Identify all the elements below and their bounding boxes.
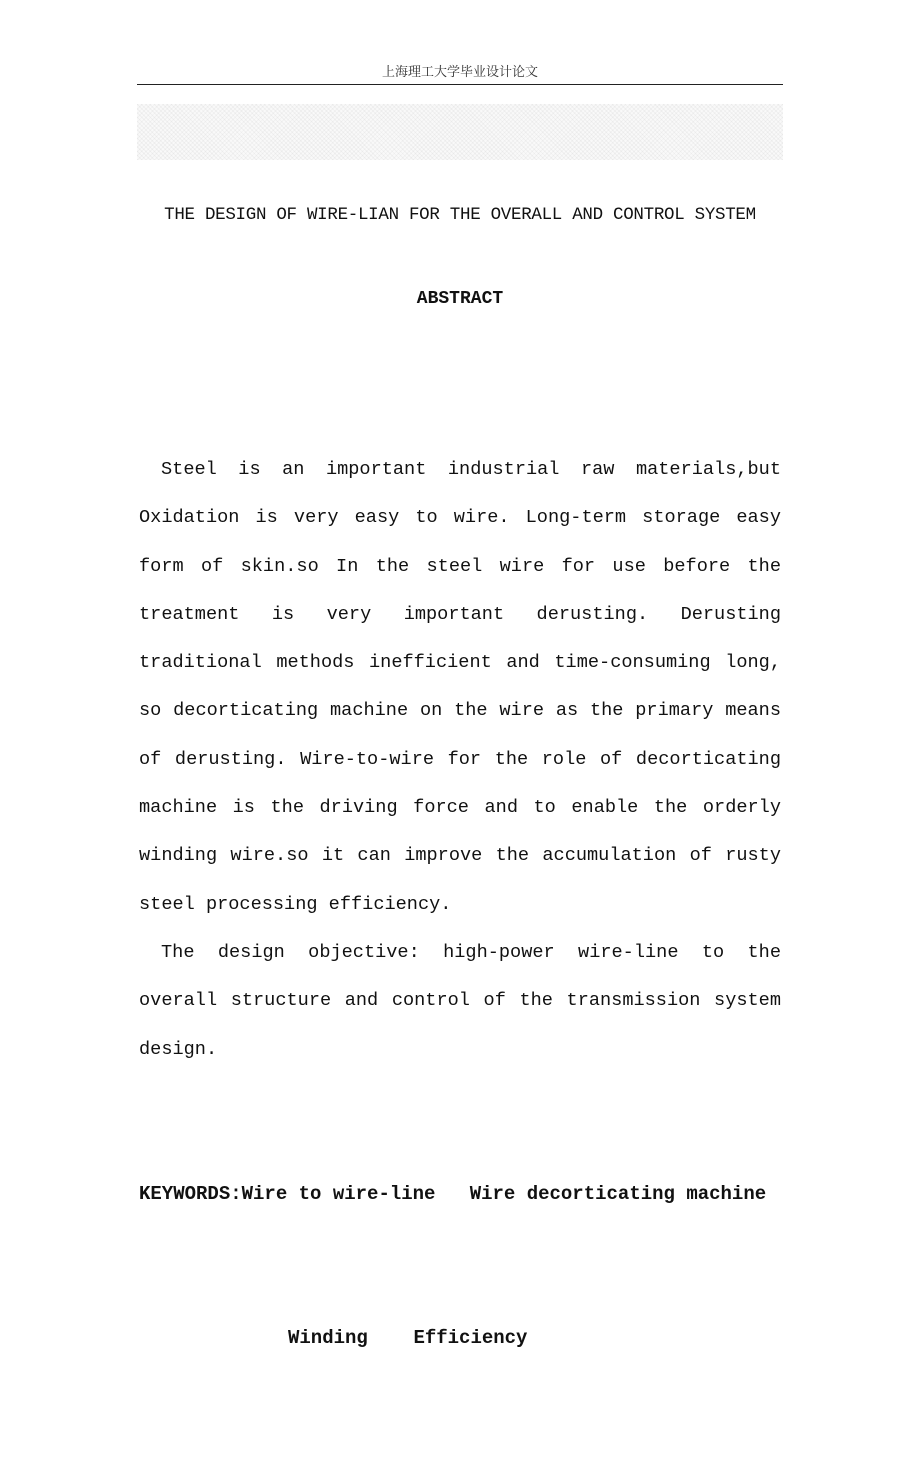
keywords-block	[139, 1074, 785, 1458]
scan-noise-band	[137, 104, 783, 160]
header-rule	[137, 84, 783, 85]
abstract-body	[139, 446, 781, 1074]
abstract-paragraph: Steel is an important industrial raw materials,but Oxidation is very easy to wire. Long-term storage easy form of skin.so In the steel wire for use before the treatment is very important derusting. Derusting traditional methods inefficient and time-consuming long, so decorticating machine on the wire as the primary means of derusting. Wire-to-wire for the role of decorticating machine is the driving force and to enable the orderly winding wire.so it can improve the accumulation of rusty steel processing efficiency.	[139, 459, 781, 915]
abstract-paragraph: The design objective: high-power wire-line to the overall structure and control of the transmission system design.	[139, 941, 781, 1060]
keyword: Winding	[288, 1327, 368, 1349]
keywords-label: KEYWORDS:	[139, 1183, 242, 1205]
keyword: Wire decorticating machine	[469, 1183, 767, 1205]
running-header: 上海理工大学毕业设计论文	[381, 65, 538, 80]
keyword: Efficiency	[413, 1327, 528, 1349]
english-title: THE DESIGN OF WIRE-LIAN FOR THE OVERALL AND CONTROL SYSTEM	[164, 205, 756, 225]
keyword: Wire to wire-line	[241, 1183, 436, 1205]
abstract-heading: ABSTRACT	[416, 289, 504, 309]
keywords-line-2	[139, 1314, 785, 1362]
keywords-line-1	[139, 1170, 785, 1218]
